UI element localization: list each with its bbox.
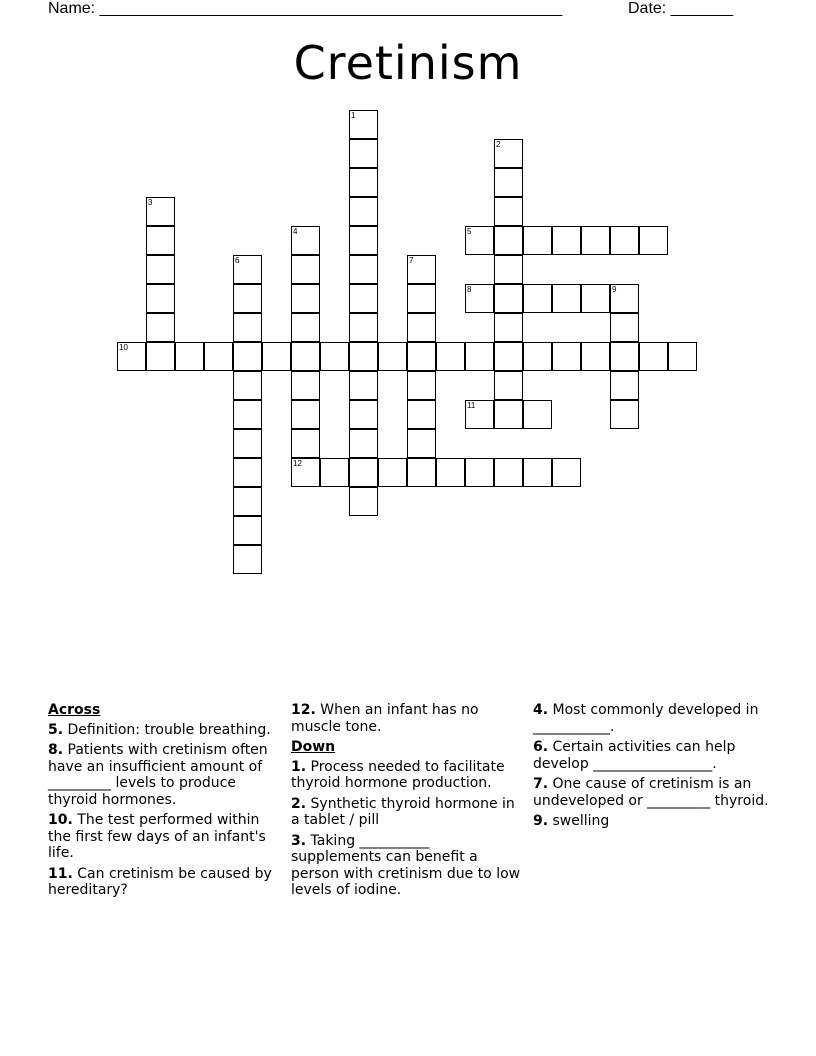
grid-cell[interactable]: [349, 197, 378, 226]
grid-cell[interactable]: [291, 313, 320, 342]
clue-number: 8.: [48, 742, 64, 758]
grid-cell[interactable]: [494, 255, 523, 284]
grid-cell[interactable]: [233, 487, 262, 516]
grid-cell[interactable]: [233, 313, 262, 342]
cell-number: 6: [235, 256, 240, 265]
grid-cell[interactable]: [146, 226, 175, 255]
grid-cell[interactable]: [146, 255, 175, 284]
clue-text: swelling: [552, 813, 610, 829]
grid-cell[interactable]: [349, 458, 378, 487]
grid-cell[interactable]: [407, 371, 436, 400]
grid-cell[interactable]: [233, 284, 262, 313]
grid-cell[interactable]: [407, 313, 436, 342]
clue-text: The test performed within the first few days of an infant's life.: [48, 812, 266, 861]
grid-cell[interactable]: [436, 458, 465, 487]
clue-number: 6.: [533, 739, 549, 755]
grid-cell[interactable]: [552, 342, 581, 371]
clue-column-2: [291, 702, 523, 903]
grid-cell[interactable]: [465, 284, 494, 313]
clue-number: 7.: [533, 776, 549, 792]
grid-cell[interactable]: [407, 429, 436, 458]
grid-cell[interactable]: [610, 226, 639, 255]
grid-cell[interactable]: [523, 400, 552, 429]
clue-number: 4.: [533, 702, 549, 718]
clue-number: 9.: [533, 813, 549, 829]
cell-number: 8: [467, 285, 472, 294]
grid-cell[interactable]: [233, 458, 262, 487]
clue-text: Taking __________ supplements can benefit a person with cretinism due to low levels of iodine.: [291, 832, 521, 898]
grid-cell[interactable]: [668, 342, 697, 371]
grid-cell[interactable]: [523, 458, 552, 487]
grid-cell[interactable]: [465, 458, 494, 487]
grid-cell[interactable]: [233, 255, 262, 284]
clue-down-1: [291, 759, 523, 792]
clue-text: One cause of cretinism is an undeveloped or _________ thyroid.: [533, 776, 769, 809]
grid-cell[interactable]: [552, 458, 581, 487]
grid-cell[interactable]: [610, 342, 639, 371]
clue-text: Most commonly developed in ___________.: [533, 702, 759, 735]
grid-cell[interactable]: [291, 342, 320, 371]
grid-cell[interactable]: [233, 371, 262, 400]
grid-cell[interactable]: [494, 197, 523, 226]
clue-down-7: [533, 776, 769, 809]
grid-cell[interactable]: [494, 284, 523, 313]
clue-text: Process needed to facilitate thyroid hormone production.: [291, 758, 505, 791]
grid-cell[interactable]: [349, 226, 378, 255]
cell-number: 9: [612, 285, 617, 294]
grid-cell[interactable]: [494, 371, 523, 400]
grid-cell[interactable]: [233, 342, 262, 371]
clue-number: 1.: [291, 758, 307, 775]
clue-text: Can cretinism be caused by hereditary?: [48, 865, 272, 898]
clue-across-12: [291, 702, 523, 735]
clue-across-8: [48, 742, 280, 808]
grid-cell[interactable]: [610, 371, 639, 400]
clue-down-3: [291, 833, 523, 899]
grid-cell[interactable]: [552, 284, 581, 313]
grid-cell[interactable]: [465, 400, 494, 429]
grid-cell[interactable]: [407, 255, 436, 284]
clue-down-6: [533, 739, 769, 772]
grid-cell[interactable]: [117, 342, 146, 371]
clue-column-1: [48, 702, 280, 903]
grid-cell[interactable]: [581, 284, 610, 313]
clue-text: Synthetic thyroid hormone in a tablet / pill: [291, 795, 515, 828]
clue-number: 10.: [48, 812, 73, 828]
grid-cell[interactable]: [494, 139, 523, 168]
grid-cell[interactable]: [262, 342, 291, 371]
grid-cell[interactable]: [233, 545, 262, 574]
name-field[interactable]: Name: ____________________________________________________: [48, 0, 563, 17]
cell-number: 5: [467, 227, 472, 236]
clue-across-5: [48, 722, 280, 739]
grid-cell[interactable]: [581, 342, 610, 371]
clue-text: Certain activities can help develop _________________.: [533, 739, 736, 772]
grid-cell[interactable]: [291, 255, 320, 284]
grid-cell[interactable]: [378, 342, 407, 371]
cell-number: 3: [148, 198, 153, 207]
grid-cell[interactable]: [378, 458, 407, 487]
cell-number: 7: [409, 256, 414, 265]
grid-cell[interactable]: [610, 400, 639, 429]
grid-cell[interactable]: [407, 400, 436, 429]
clue-number: 11.: [48, 865, 73, 882]
grid-cell[interactable]: [523, 226, 552, 255]
grid-cell[interactable]: [291, 458, 320, 487]
grid-cell[interactable]: [349, 400, 378, 429]
grid-cell[interactable]: [610, 313, 639, 342]
clue-column-3: [533, 702, 769, 834]
clue-down-2: [291, 796, 523, 829]
grid-cell[interactable]: [233, 429, 262, 458]
grid-cell[interactable]: [523, 342, 552, 371]
grid-cell[interactable]: [494, 342, 523, 371]
cell-number: 10: [119, 343, 128, 352]
grid-cell[interactable]: [349, 284, 378, 313]
grid-cell[interactable]: [639, 342, 668, 371]
grid-cell[interactable]: [494, 400, 523, 429]
grid-cell[interactable]: [204, 342, 233, 371]
clue-number: 2.: [291, 795, 307, 812]
clue-text: When an infant has no muscle tone.: [291, 702, 479, 735]
grid-cell[interactable]: [349, 110, 378, 139]
grid-cell[interactable]: [494, 458, 523, 487]
grid-cell[interactable]: [175, 342, 204, 371]
grid-cell[interactable]: [146, 342, 175, 371]
grid-cell[interactable]: [146, 313, 175, 342]
clue-text: Definition: trouble breathing.: [67, 721, 271, 738]
clue-text: Patients with cretinism often have an insufficient amount of _________ levels to produce thyroid hormones.: [48, 742, 268, 808]
clue-down-9: [533, 813, 769, 830]
grid-cell[interactable]: [639, 226, 668, 255]
grid-cell[interactable]: [494, 168, 523, 197]
grid-cell[interactable]: [349, 313, 378, 342]
grid-cell[interactable]: [407, 458, 436, 487]
grid-cell[interactable]: [349, 168, 378, 197]
grid-cell[interactable]: [349, 255, 378, 284]
grid-cell[interactable]: [523, 284, 552, 313]
grid-cell[interactable]: [349, 139, 378, 168]
grid-cell[interactable]: [320, 342, 349, 371]
grid-cell[interactable]: [465, 342, 494, 371]
date-field[interactable]: Date: _______: [628, 0, 733, 17]
grid-cell[interactable]: [407, 284, 436, 313]
grid-cell[interactable]: [552, 226, 581, 255]
grid-cell[interactable]: [320, 458, 349, 487]
grid-cell[interactable]: [349, 487, 378, 516]
grid-cell[interactable]: [494, 313, 523, 342]
grid-cell[interactable]: [291, 371, 320, 400]
grid-cell[interactable]: [436, 342, 465, 371]
grid-cell[interactable]: [233, 516, 262, 545]
grid-cell[interactable]: [465, 226, 494, 255]
grid-cell[interactable]: [146, 197, 175, 226]
grid-cell[interactable]: [233, 400, 262, 429]
down-heading: Down: [291, 739, 336, 755]
clue-number: 5.: [48, 721, 64, 738]
cell-number: 12: [293, 459, 302, 468]
grid-cell[interactable]: [349, 342, 378, 371]
clue-down-4: [533, 702, 769, 735]
grid-cell[interactable]: [291, 429, 320, 458]
cell-number: 11: [467, 401, 476, 410]
grid-cell[interactable]: [291, 400, 320, 429]
grid-cell[interactable]: [349, 429, 378, 458]
clue-number: 3.: [291, 832, 307, 849]
clue-number: 12.: [291, 702, 316, 718]
cell-number: 1: [351, 111, 356, 120]
grid-cell[interactable]: [349, 371, 378, 400]
across-heading: Across: [48, 702, 101, 718]
cell-number: 4: [293, 227, 298, 236]
grid-cell[interactable]: [494, 226, 523, 255]
grid-cell[interactable]: [146, 284, 175, 313]
grid-cell[interactable]: [291, 226, 320, 255]
grid-cell[interactable]: [407, 342, 436, 371]
clue-across-11: [48, 866, 280, 899]
grid-cell[interactable]: [291, 284, 320, 313]
cell-number: 2: [496, 140, 501, 149]
page-title: Cretinism: [293, 36, 523, 90]
clue-across-10: [48, 812, 280, 862]
grid-cell[interactable]: [581, 226, 610, 255]
grid-cell[interactable]: [610, 284, 639, 313]
